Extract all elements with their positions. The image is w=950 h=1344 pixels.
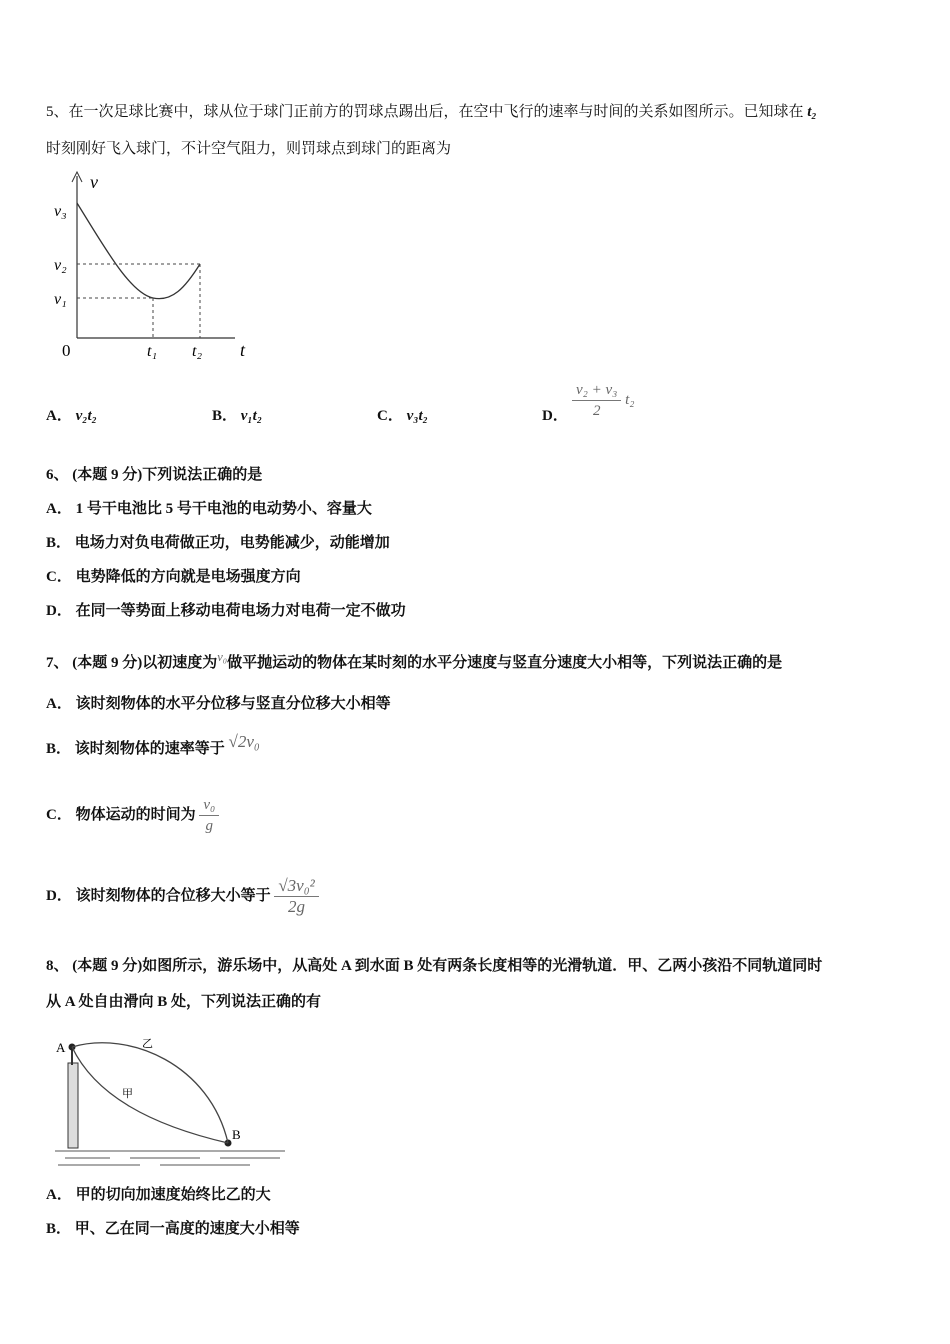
q6-option-b: B． 电场力对负电荷做正功，电势能减少，动能增加 <box>46 535 390 551</box>
q8-option-b: B． 甲、乙在同一高度的速度大小相等 <box>46 1221 300 1237</box>
t-label: t <box>240 340 246 360</box>
track-jia <box>72 1047 228 1143</box>
origin-label: 0 <box>62 341 71 360</box>
q6-stem: 6、 (本题 9 分)下列说法正确的是 <box>46 467 263 483</box>
q7-option-d: D． 该时刻物体的合位移大小等于 $\frac{\text{√3v₀²}}{2g}$ <box>46 876 319 917</box>
v2-label: v₂ <box>54 257 67 274</box>
v-label: v <box>90 172 98 192</box>
label-a: A <box>56 1040 66 1055</box>
label-b: B <box>232 1127 241 1142</box>
q5-option-d-formula: $\frac{\text{v₂ + v₃}}{2}$ t₂ <box>572 380 635 421</box>
q7-option-b: B． 该时刻物体的速率等于 √2v₀ <box>46 732 260 757</box>
label-jia: 甲 <box>122 1088 133 1100</box>
q5-option-b: B． v₁t₂ <box>212 408 263 424</box>
q8-stem-line2: 从 A 处自由滑向 B 处，下列说法正确的有 <box>46 994 322 1010</box>
q5-option-a: A． v₂t₂ <box>46 408 97 424</box>
t1-label: t₁ <box>147 343 158 360</box>
q6-option-a: A． 1 号干电池比 5 号干电池的电动势小、容量大 <box>46 501 372 517</box>
tower <box>68 1063 78 1148</box>
v1-label: v₁ <box>54 291 67 308</box>
q5-option-d-label: D． <box>542 408 568 424</box>
q5-option-c: C． v₃t₂ <box>377 408 428 424</box>
q7-option-a: A． 该时刻物体的水平分位移与竖直分位移大小相等 <box>46 696 391 712</box>
q5-text: 5、在一次足球比赛中，球从位于球门正前方的罚球点踢出后，在空中飞行的速率与时间的关系如图所示。已知球在 <box>46 104 808 120</box>
track-yi <box>72 1043 228 1143</box>
q5-stem-line2: 时刻刚好飞入球门，不计空气阻力，则罚球点到球门的距离为 <box>46 141 452 157</box>
q7-stem: 7、 (本题 9 分)以初速度为$^{v_0}$做平抛运动的物体在某时刻的水平分速度与竖直分速度大小相等，下列说法正确的是 <box>46 650 783 671</box>
speed-curve <box>77 203 200 299</box>
q5-stem-line1 <box>46 102 817 122</box>
velocity-time-graph <box>50 168 260 363</box>
water-surface <box>55 1151 285 1165</box>
t2-label: t₂ <box>192 343 203 360</box>
q8-option-a: A． 甲的切向加速度始终比乙的大 <box>46 1187 271 1203</box>
q6-option-c: C． 电势降低的方向就是电场强度方向 <box>46 569 301 585</box>
q8-stem-line1: 8、 (本题 9 分)如图所示，游乐场中，从高处 A 到水面 B 处有两条长度相等的光滑轨道．甲、乙两小孩沿不同轨道同时 <box>46 958 823 974</box>
v0-symbol: v₀ <box>217 650 228 664</box>
slide-tracks-figure <box>50 1025 290 1173</box>
q6-option-d: D． 在同一等势面上移动电荷电场力对电荷一定不做功 <box>46 603 406 619</box>
q5-t2: t₂ <box>807 104 817 120</box>
label-yi: 乙 <box>142 1038 153 1050</box>
q7-option-c: C． 物体运动的时间为 $\frac{\text{v₀}}{g}$ <box>46 795 219 836</box>
v3-label: v₃ <box>54 203 67 220</box>
